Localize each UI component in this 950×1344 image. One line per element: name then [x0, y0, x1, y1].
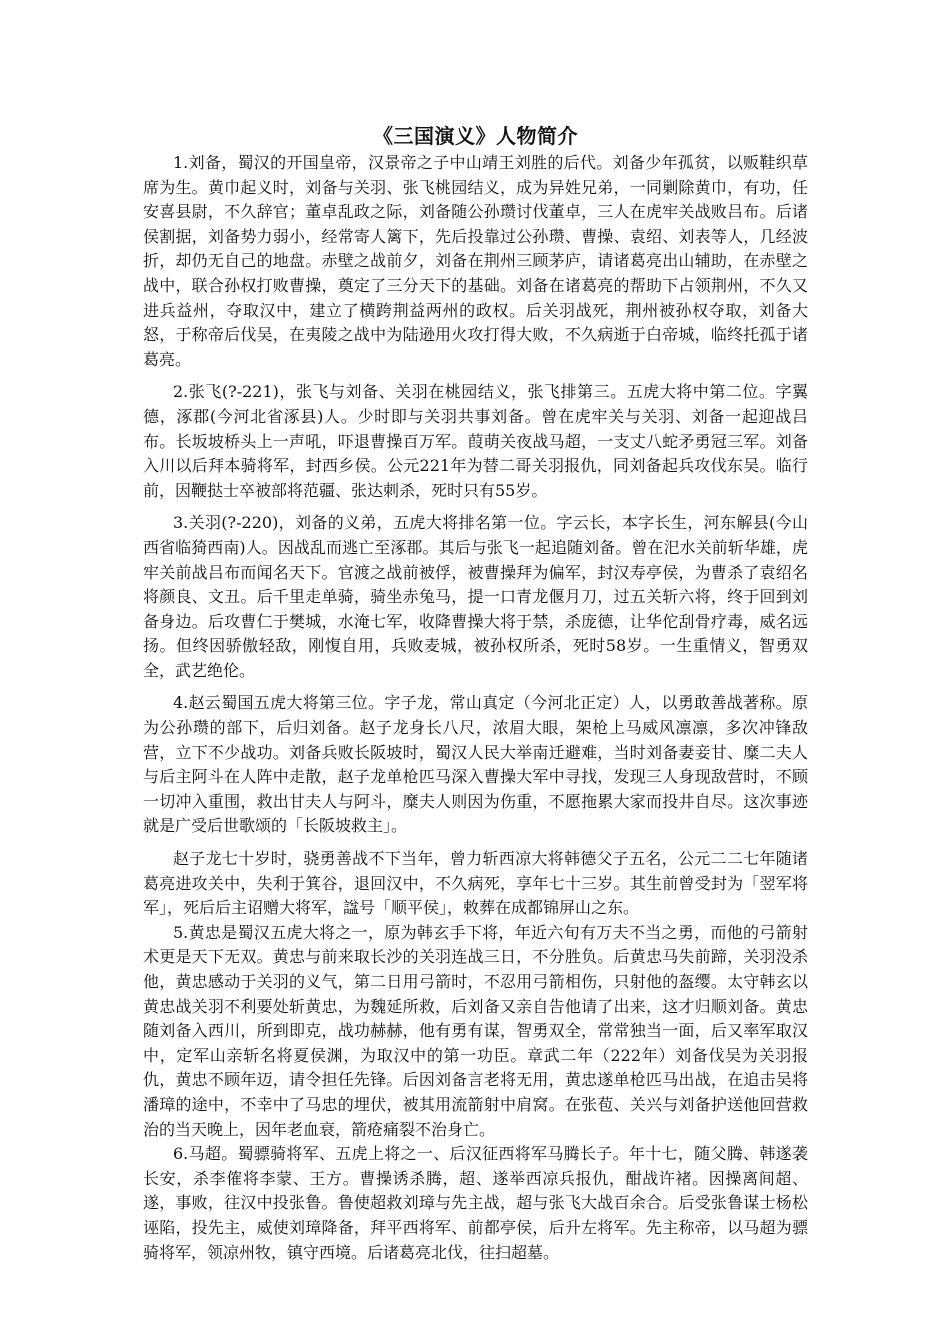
paragraph-zhao-yun: 4.赵云蜀国五虎大将第三位。字子龙，常山真定（今河北正定）人，以勇敢善战著称。原为公孙瓒的部下，后归刘备。赵子龙身长八尺，浓眉大眼，架枪上马威风凛凛，多次冲锋敌营，立下不少战功。刘备兵败长阪坡时，蜀汉人民大举南迁避难，当时刘备妻妾甘、糜二夫人与后主阿斗在人阵中走散，赵子龙单枪匹马深入曹操大军中寻找，发现三人身现敌营时，不顾一切冲入重围，救出甘夫人与阿斗，糜夫人则因为伤重，不愿拖累大家而投井自尽。这次事迹就是广受后世歌颂的「长阪坡救主」。 [143, 693, 808, 836]
paragraph-liu-bei: 1.刘备，蜀汉的开国皇帝，汉景帝之子中山靖王刘胜的后代。刘备少年孤贫，以贩鞋织草席为生。黄巾起义时，刘备与关羽、张飞桃园结义，成为异姓兄弟，一同剿除黄巾，有功，任安喜县尉，不久辞官；董卓乱政之际，刘备随公孙瓒讨伐董卓，三人在虎牢关战败吕布。后诸侯割据，刘备势力弱小，经常寄人篱下，先后投靠过公孙瓒、曹操、袁绍、刘表等人，几经波折，却仍无自己的地盘。赤壁之战前夕，刘备在荆州三顾茅庐，请诸葛亮出山辅助，在赤壁之战中，联合孙权打败曹操，奠定了三分天下的基础。刘备在诸葛亮的帮助下占领荆州，不久又进兵益州，夺取汉中，建立了横跨荆益两州的政权。后关羽战死，荆州被孙权夺取，刘备大怒，于称帝后伐吴，在夷陵之战中为陆逊用火攻打得大败，不久病逝于白帝城，临终托孤于诸葛亮。 [143, 153, 808, 369]
page-title: 《三国演义》人物简介 [373, 124, 578, 148]
paragraph-zhao-yun-later: 赵子龙七十岁时，骁勇善战不下当年，曾力斩西凉大将韩德父子五名，公元二二七年随诸葛亮进攻关中，失利于箕谷，退回汉中，不久病死，享年七十三岁。其生前曾受封为「翌军将军」，死后后主诏赠大将军，諡号「顺平侯」，敕葬在成都锦屏山之东。 [143, 849, 808, 918]
paragraph-guan-yu: 3.关羽(?-220)，刘备的义弟，五虎大将排名第一位。字云长，本字长生，河东解县(今山西省临猗西南)人。因战乱而逃亡至涿郡。其后与张飞一起追随刘备。曾在汜水关前斩华雄，虎牢关前战吕布而闻名天下。官渡之战前被俘，被曹操拜为偏军，封汉寿亭侯，为曹杀了袁绍名将颜良、文丑。后千里走单骑，骑坐赤兔马，提一口青龙偃月刀，过五关斩六将，终于回到刘备身边。后攻曹仁于樊城，水淹七军，收降曹操大将于禁，杀庞德，让华佗刮骨疗毒，威名远扬。但终因骄傲轻敌，刚愎自用，兵败麦城，被孙权所杀，死时58岁。一生重情义，智勇双全，武艺绝伦。 [143, 513, 808, 680]
paragraph-huang-zhong: 5.黄忠是蜀汉五虎大将之一，原为韩玄手下将，年近六旬有万夫不当之勇，而他的弓箭射术更是天下无双。黄忠与前来取长沙的关羽连战三日，不分胜负。后黄忠马失前蹄，关羽没杀他，黄忠感动于关羽的义气，第二日用弓箭时，不忍用弓箭相伤，只射他的盔缨。太守韩玄以黄忠战关羽不利要处斩黄忠，为魏延所救，后刘备又亲自告他请了出来，这才归顺刘备。黄忠随刘备入西川，所到即克，战功赫赫，他有勇有谋，智勇双全，常常独当一面，后又率军取汉中，定军山亲斩名将夏侯渊，为取汉中的第一功臣。章武二年（222年）刘备伐吴为关羽报仇，黄忠不顾年迈，请令担任先锋。后因刘备言老将无用，黄忠遂单枪匹马出战，在追击吴将潘璋的途中，不幸中了马忠的埋伏，被其用流箭射中肩窝。在张苞、关兴与刘备护送他回营救治的当天晚上，因年老血衰，箭疮痛裂不治身亡。 [143, 922, 808, 1139]
document-page [143, 122, 808, 1265]
paragraph-zhang-fei: 2.张飞(?-221)，张飞与刘备、关羽在桃园结义，张飞排第三。五虎大将中第二位。字翼德，涿郡(今河北省涿县)人。少时即与关羽共事刘备。曾在虎牢关与关羽、刘备一起迎战吕布。长坂坡桥头上一声吼，吓退曹操百万军。葭萌关夜战马超，一支丈八蛇矛勇冠三军。刘备入川以后拜本骑将军，封西乡侯。公元221年为替二哥关羽报仇，同刘备起兵攻伐东吴。临行前，因鞭挞士卒被部将范疆、张达刺杀，死时只有55岁。 [143, 382, 808, 500]
paragraph-ma-chao: 6.马超。蜀骠骑将军、五虎上将之一、后汉征西将军马腾长子。年十七，随父腾、韩遂袭长安，杀李傕将李蒙、王方。曹操诱杀腾，超、遂举西凉兵报仇，酣战许褚。因操离间超、遂，事败，往汉中投张鲁。鲁使超救刘璋与先主战，超与张飞大战百余合。后受张鲁谋士杨松诬陷，投先主，威使刘璋降备，拜平西将军、前都亭侯，后升左将军。先主称帝，以马超为骠骑将军，领凉州牧，镇守西境。后诸葛亮北伐，往扫超墓。 [143, 1144, 808, 1262]
